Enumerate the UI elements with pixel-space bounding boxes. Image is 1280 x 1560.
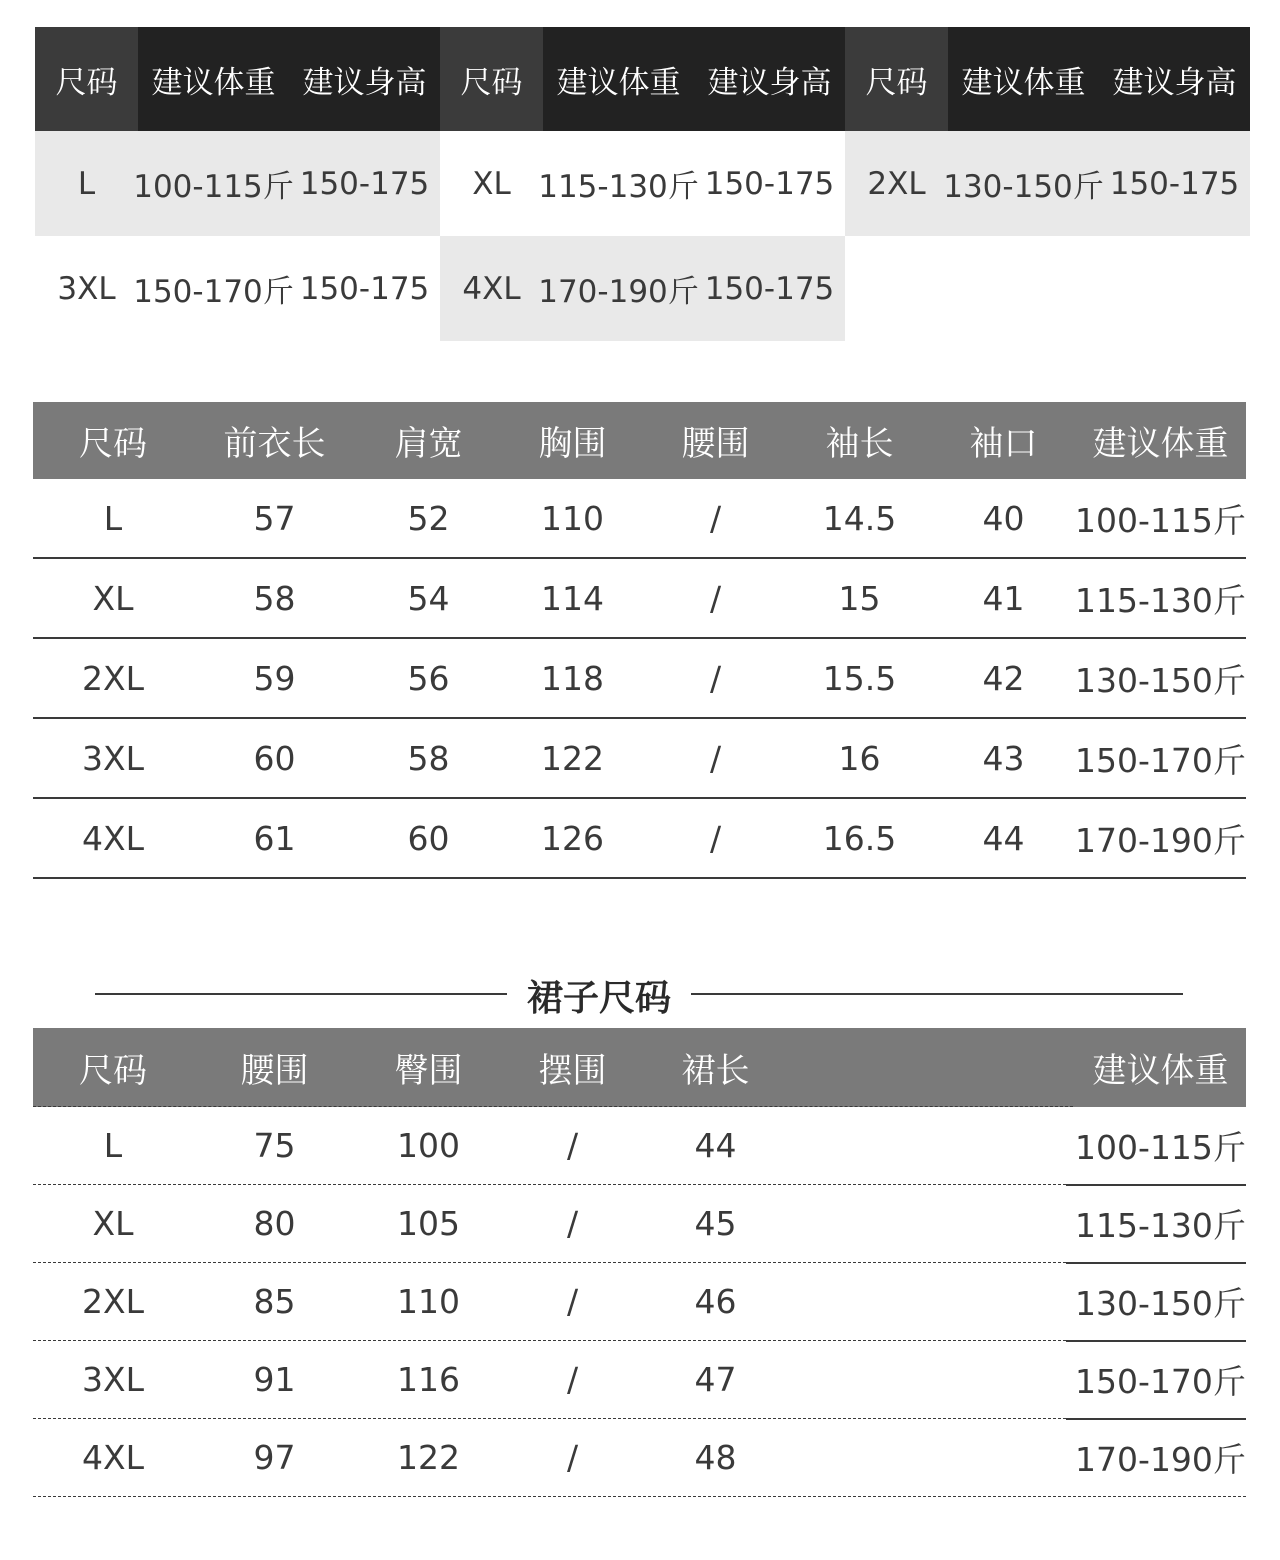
cell-shoulder: 56 <box>407 658 450 698</box>
cell-shoulder: 58 <box>407 738 450 778</box>
cell-shoulder: 54 <box>407 578 450 618</box>
cell-size: XL <box>92 578 134 618</box>
header-size: 尺码 <box>79 1051 147 1091</box>
header-group-3 <box>845 27 1250 131</box>
cell-hem: / <box>566 1438 579 1477</box>
cell-hip: 116 <box>397 1360 460 1399</box>
cell-waist: / <box>709 818 722 858</box>
header-shoulder: 肩宽 <box>394 424 463 464</box>
cell-sleeve-length: 14.5 <box>822 498 897 538</box>
table-row <box>33 639 1246 719</box>
header-waist: 腰围 <box>681 424 750 464</box>
cell-size: 4XL <box>82 818 144 858</box>
skirt-section-heading <box>95 965 1185 1025</box>
header-waist: 腰围 <box>240 1051 309 1091</box>
cell-empty <box>787 1263 1075 1340</box>
cell-waist: 97 <box>253 1438 296 1477</box>
entry-size: 4XL <box>462 270 521 307</box>
header-sleeve-length: 袖长 <box>825 424 894 464</box>
table-row <box>33 1185 1246 1263</box>
cell-front-length: 60 <box>253 738 296 778</box>
cell-weight: 100-115斤 <box>1075 1128 1246 1167</box>
cell-weight: 150-170斤 <box>1075 740 1246 780</box>
header-height: 建议身高 <box>707 64 832 101</box>
entry-height: 150-175 <box>299 270 430 307</box>
skirt-chart-header-row <box>33 1028 1246 1107</box>
cell-empty <box>787 1341 1075 1418</box>
header-hem: 摆围 <box>538 1051 607 1091</box>
cell-sleeve-length: 16 <box>838 738 881 778</box>
table-row <box>33 559 1246 639</box>
header-height: 建议身高 <box>1112 64 1237 101</box>
recommendation-entry-xl <box>440 131 845 236</box>
header-weight: 建议体重 <box>151 64 276 101</box>
cell-hip: 105 <box>397 1204 460 1243</box>
cell-skirt-length: 44 <box>694 1126 737 1165</box>
recommendation-entry-l <box>35 131 440 236</box>
cell-sleeve-length: 15 <box>838 578 881 618</box>
cell-waist: / <box>709 738 722 778</box>
entry-size: 3XL <box>57 270 116 307</box>
header-skirt-length: 裙长 <box>681 1051 750 1091</box>
cell-size: XL <box>92 1204 134 1243</box>
cell-weight: 130-150斤 <box>1075 1284 1246 1323</box>
cell-empty <box>787 1107 1075 1184</box>
cell-chest: 122 <box>541 738 604 778</box>
table-row <box>33 1107 1246 1185</box>
heading-divider-left <box>95 993 507 995</box>
cell-waist: 85 <box>253 1282 296 1321</box>
cell-waist: 80 <box>253 1204 296 1243</box>
table-row <box>33 719 1246 799</box>
header-size: 尺码 <box>79 424 147 464</box>
cell-size: 2XL <box>82 1282 144 1321</box>
cell-empty <box>787 1419 1075 1496</box>
cell-waist: 91 <box>253 1360 296 1399</box>
cell-hem: / <box>566 1204 579 1243</box>
cell-waist: / <box>709 658 722 698</box>
cell-empty <box>787 1185 1075 1262</box>
cell-size: 3XL <box>82 738 144 778</box>
cell-cuff: 41 <box>982 578 1025 618</box>
entry-weight: 170-190斤 <box>538 274 699 310</box>
header-empty <box>787 1028 1075 1107</box>
cell-weight: 115-130斤 <box>1075 1206 1246 1245</box>
header-weight: 建议体重 <box>1092 1051 1229 1091</box>
cell-hem: / <box>566 1360 579 1399</box>
cell-cuff: 44 <box>982 818 1025 858</box>
header-group-2 <box>440 27 845 131</box>
table-row <box>33 1341 1246 1419</box>
header-cuff: 袖口 <box>969 424 1038 464</box>
cell-size: 3XL <box>82 1360 144 1399</box>
header-height: 建议身高 <box>302 64 427 101</box>
cell-waist: / <box>709 498 722 538</box>
cell-size: L <box>103 498 123 538</box>
header-size: 尺码 <box>460 64 523 101</box>
cell-size: 4XL <box>82 1438 144 1477</box>
entry-size: 2XL <box>867 165 926 202</box>
cell-hem: / <box>566 1126 579 1165</box>
cell-sleeve-length: 15.5 <box>822 658 897 698</box>
cell-size: 2XL <box>82 658 144 698</box>
cell-skirt-length: 47 <box>694 1360 737 1399</box>
header-weight: 建议体重 <box>961 64 1086 101</box>
cell-front-length: 61 <box>253 818 296 858</box>
entry-height: 150-175 <box>299 165 430 202</box>
cell-front-length: 57 <box>253 498 296 538</box>
cell-chest: 126 <box>541 818 604 858</box>
cell-waist: 75 <box>253 1126 296 1165</box>
table-row <box>33 799 1246 879</box>
recommendation-header-row <box>35 27 1250 131</box>
header-front-length: 前衣长 <box>223 424 326 464</box>
cell-chest: 110 <box>541 498 604 538</box>
cell-weight: 150-170斤 <box>1075 1362 1246 1401</box>
table-row <box>33 1263 1246 1341</box>
skirt-size-chart <box>33 1028 1246 1497</box>
header-size: 尺码 <box>55 64 118 101</box>
header-weight: 建议体重 <box>556 64 681 101</box>
cell-weight: 170-190斤 <box>1075 820 1246 860</box>
cell-hip: 122 <box>397 1438 460 1477</box>
cell-front-length: 59 <box>253 658 296 698</box>
entry-size: XL <box>472 165 511 202</box>
entry-weight: 150-170斤 <box>133 274 294 310</box>
recommendation-entry-4xl <box>440 236 845 341</box>
recommendation-entry-2xl <box>845 131 1250 236</box>
entry-height: 150-175 <box>704 270 835 307</box>
cell-cuff: 42 <box>982 658 1025 698</box>
cell-cuff: 40 <box>982 498 1025 538</box>
cell-hem: / <box>566 1282 579 1321</box>
top-chart-header-row <box>33 402 1246 479</box>
entry-weight: 100-115斤 <box>133 169 294 205</box>
header-group-1 <box>35 27 440 131</box>
skirt-section-title: 裙子尺码 <box>526 977 671 1019</box>
cell-size: L <box>103 1126 123 1165</box>
cell-shoulder: 60 <box>407 818 450 858</box>
cell-weight: 130-150斤 <box>1075 660 1246 700</box>
table-row <box>33 1419 1246 1497</box>
heading-divider-right <box>691 993 1183 995</box>
cell-weight: 170-190斤 <box>1075 1440 1246 1479</box>
cell-skirt-length: 48 <box>694 1438 737 1477</box>
cell-hip: 110 <box>397 1282 460 1321</box>
cell-chest: 118 <box>541 658 604 698</box>
cell-front-length: 58 <box>253 578 296 618</box>
cell-shoulder: 52 <box>407 498 450 538</box>
header-hip: 臀围 <box>394 1051 463 1091</box>
header-size: 尺码 <box>865 64 928 101</box>
entry-height: 150-175 <box>1109 165 1240 202</box>
header-weight: 建议体重 <box>1092 424 1229 464</box>
cell-weight: 115-130斤 <box>1075 580 1246 620</box>
header-chest: 胸围 <box>538 424 607 464</box>
size-recommendation-table <box>35 27 1250 342</box>
entry-weight: 130-150斤 <box>943 169 1104 205</box>
top-size-chart <box>33 402 1246 879</box>
table-row <box>33 479 1246 559</box>
entry-size: L <box>77 165 96 202</box>
entry-weight: 115-130斤 <box>538 169 699 205</box>
cell-sleeve-length: 16.5 <box>822 818 897 858</box>
cell-cuff: 43 <box>982 738 1025 778</box>
cell-weight: 100-115斤 <box>1075 500 1246 540</box>
cell-skirt-length: 45 <box>694 1204 737 1243</box>
cell-hip: 100 <box>397 1126 460 1165</box>
recommendation-entry-3xl <box>35 236 440 341</box>
entry-height: 150-175 <box>704 165 835 202</box>
cell-chest: 114 <box>541 578 604 618</box>
cell-skirt-length: 46 <box>694 1282 737 1321</box>
cell-waist: / <box>709 578 722 618</box>
